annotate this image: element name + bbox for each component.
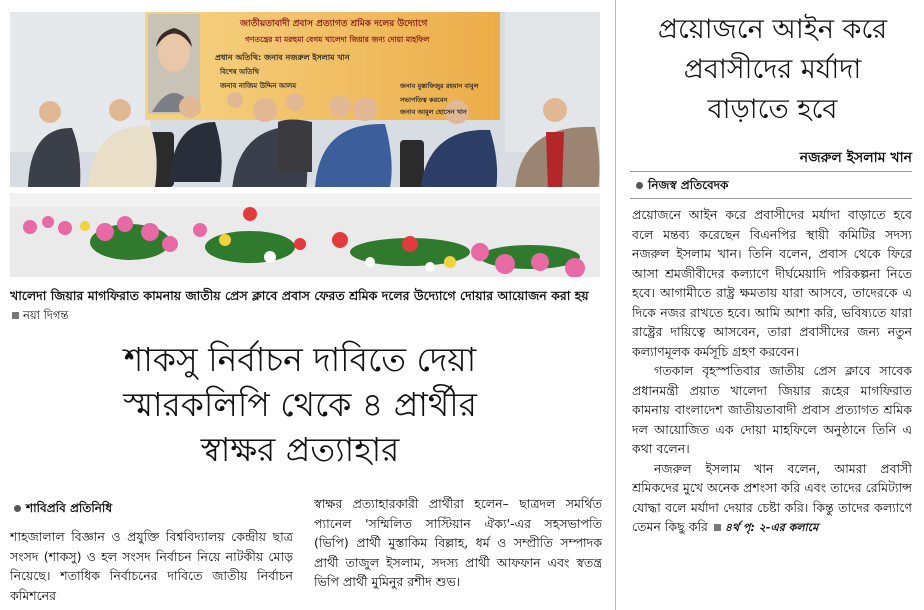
banner-line-8: জনাব আবুল হোসেন খান xyxy=(400,108,467,116)
banner-line-3: প্রধান অতিথি: জনাব নজরুল ইসলাম খান xyxy=(215,53,350,62)
left-headline-line-3: স্বাক্ষর প্রত্যাহার xyxy=(200,430,400,469)
column-divider xyxy=(615,0,616,610)
square-bullet-icon xyxy=(12,312,19,319)
banner-line-7: সভাপতিত্ব করবেন xyxy=(400,96,448,104)
left-article-col-2-text: স্বাক্ষর প্রত্যাহারকারী প্রার্থীরা হলেন– ছাত্রদল সমর্থিত প্যানেল 'সম্মিলিত সাস্টিয়ান ঐক্য'-এর সহসভাপতি (ভিপি) প্রার্থী মুস্তাকিম বিল্লাহ, ধর্ম ও সম্প্রীতি সম্পাদক প্রার্থী তাজুল ইসলাম, সদস্য প্রার্থী আফফান এবং স্বতন্ত্র ভিপি প্রার্থী মুমিনুর রশীদ শুভ। xyxy=(314,496,602,589)
right-para-1: প্রয়োজনে আইন করে প্রবাসীদের মর্যাদা বাড়াতে হবে বলে মন্তব্য করেছেন বিএনপির স্থায়ী কমিটির সদস্য নজরুল ইসলাম খান। তিনি বলেন, প্রবাস থেকে ফিরে আসা শ্রমজীবীদের কল্যাণে দীর্ঘমেয়াদি পরিকল্পনা নিতে হবে। আগামীতে রাষ্ট্র ক্ষমতায় যারা আসবে, তাদেরকে এ দিকে নজর রাখতে হবে। আমি আশা করি, ভবিষ্যতে যারা রাষ্ট্রের দায়িত্বে আসবেন, তারা প্রবাসীদের জন্য নতুন কল্যাণমূলক কর্মসূচি গ্রহণ করবেন। xyxy=(632,207,912,359)
right-byline xyxy=(636,177,728,197)
right-headline xyxy=(630,10,915,130)
banner-line-6: জনাব মুস্তাফিজুর রহমান বাবুল xyxy=(400,82,479,90)
banner-line-2: গণতন্ত্রের মা মরহুমা বেগম খালেদা জিয়ার জন্য দোয়া মাহফিল xyxy=(245,35,430,44)
square-bullet-icon xyxy=(714,524,721,531)
right-article-body xyxy=(632,205,912,608)
left-byline xyxy=(14,500,112,520)
left-article-col-1-text: শাহজালাল বিজ্ঞান ও প্রযুক্তি বিশ্ববিদ্যালয় কেন্দ্রীয় ছাত্র সংসদ (শাকসু) ও হল সংসদ নির্বাচন নিয়ে নাটকীয় মোড় নিয়েছে। শতাধিক নির্বাচনের দাবিতে জাতীয় নির্বাচন কমিশনের xyxy=(10,529,293,603)
right-headline-line-1: প্রয়োজনে আইন করে xyxy=(657,14,888,45)
byline-rule xyxy=(630,198,912,199)
left-headline-line-1: শাকসু নির্বাচন দাবিতে দেয়া xyxy=(123,340,477,379)
left-byline-text: শাবিপ্রবি প্রতিনিধি xyxy=(26,501,113,515)
bullet-icon xyxy=(636,182,643,189)
right-headline-line-3: বাড়াতে হবে xyxy=(707,94,838,125)
right-para-2: গতকাল বৃহস্পতিবার জাতীয় প্রেস ক্লাবে সাবেক প্রধানমন্ত্রী প্রয়াত খালেদা জিয়ার রূহের মাগফিরাত কামনায় বাংলাদেশ জাতীয়তাবাদী প্রবাস প্রত্যাগত শ্রমিক দল আয়োজিত এক দোয়া মাহফিলে অনুষ্ঠানে তিনি এ কথা বলেন। xyxy=(632,363,912,456)
author-rule xyxy=(630,171,912,172)
left-headline xyxy=(20,337,580,472)
right-para-3: নজরুল ইসলাম খান বলেন, আমরা প্রবাসী শ্রমিকদের মুখে অনেক প্রশংসা করি এবং তাদের রেমিট্যান্স যোদ্ধা বলে মর্যাদা দেয়ার চেষ্টা করি। কিন্তু তাদের কল্যাণে তেমন কিছু করি xyxy=(632,460,912,534)
photo-caption xyxy=(10,286,600,325)
banner-line-5: জনাব নাজিম উদ্দিন আলম xyxy=(220,82,297,90)
banner-line-4: বিশেষ অতিথি xyxy=(220,68,260,76)
continued-note: ৪র্থ পৃ: ২-এর কলামে xyxy=(724,521,819,534)
caption-source: নয়া দিগন্ত xyxy=(23,308,69,322)
caption-text: খালেদা জিয়ার মাগফিরাত কামনায় জাতীয় প্রেস ক্লাবে প্রবাস ফেরত শ্রমিক দলের উদ্যোগে দোয়ার আয়োজন করা হয় xyxy=(10,288,589,303)
left-article-col-2 xyxy=(314,494,602,610)
news-photo xyxy=(10,12,600,277)
right-byline-text: নিজস্ব প্রতিবেদক xyxy=(648,178,729,192)
bullet-icon xyxy=(14,505,21,512)
left-article-col-1 xyxy=(10,527,293,610)
left-headline-line-2: স্মারকলিপি থেকে ৪ প্রার্থীর xyxy=(123,385,477,424)
right-author: নজরুল ইসলাম খান xyxy=(799,150,912,166)
right-headline-line-2: প্রবাসীদের মর্যাদা xyxy=(683,54,862,85)
banner-line-1: জাতীয়তাবাদী প্রবাস প্রত্যাগত শ্রমিক দলের উদ্যোগে xyxy=(240,19,428,29)
